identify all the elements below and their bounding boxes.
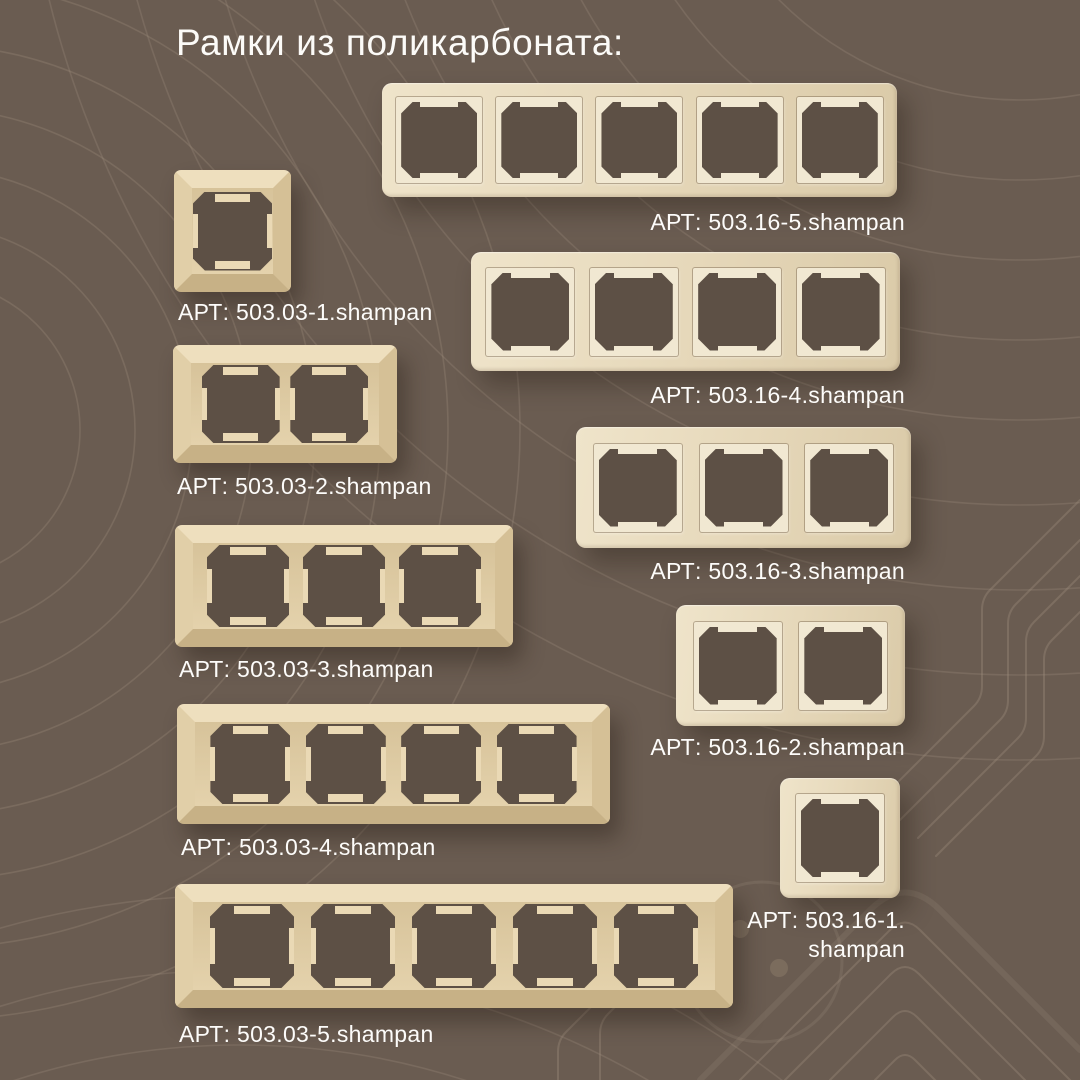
mounting-tab bbox=[821, 872, 860, 880]
mounting-tab bbox=[328, 726, 363, 734]
frame-window bbox=[497, 724, 577, 804]
window-opening bbox=[210, 904, 294, 988]
window-opening bbox=[801, 799, 879, 877]
caption-line: АРТ: 503.03-4.shampan bbox=[181, 834, 436, 860]
mounting-tab bbox=[436, 906, 473, 914]
frame-window bbox=[799, 622, 887, 710]
mounting-tab bbox=[285, 747, 290, 781]
mounting-tab bbox=[422, 617, 458, 625]
window-opening bbox=[702, 102, 778, 178]
frame-window bbox=[306, 724, 386, 804]
product-art-caption bbox=[181, 833, 436, 862]
mounting-tab bbox=[390, 928, 395, 963]
mounting-tab bbox=[821, 796, 860, 804]
frame-window bbox=[697, 97, 783, 183]
product-art-caption bbox=[177, 472, 432, 501]
mounting-tab bbox=[824, 700, 863, 708]
mounting-tab bbox=[424, 794, 459, 802]
frame-window bbox=[401, 724, 481, 804]
caption-line: shampan bbox=[808, 936, 905, 962]
mounting-tab bbox=[335, 978, 372, 986]
window-opening bbox=[699, 627, 777, 705]
product-frame-photo bbox=[676, 605, 905, 726]
mounting-tab bbox=[289, 928, 294, 963]
mounting-tab bbox=[210, 928, 215, 963]
product-art-caption bbox=[650, 381, 905, 410]
frame-window bbox=[210, 904, 294, 988]
mounting-tab bbox=[420, 173, 458, 181]
window-opening bbox=[599, 449, 677, 527]
window-opening bbox=[303, 545, 385, 627]
mounting-tab bbox=[233, 726, 268, 734]
window-opening bbox=[193, 192, 272, 271]
mounting-tab bbox=[718, 624, 757, 632]
mounting-tab bbox=[412, 928, 417, 963]
frame-window bbox=[290, 365, 368, 443]
caption-line: АРТ: 503.16-1. bbox=[747, 907, 905, 933]
mounting-tab bbox=[476, 747, 481, 781]
mounting-tab bbox=[363, 388, 368, 421]
mounting-tab bbox=[230, 547, 266, 555]
mounting-tab bbox=[618, 522, 657, 530]
product-art-caption bbox=[650, 208, 905, 237]
product-frame-photo bbox=[780, 778, 900, 898]
mounting-tab bbox=[290, 388, 295, 421]
mounting-tab bbox=[638, 978, 675, 986]
window-opening bbox=[399, 545, 481, 627]
mounting-tab bbox=[223, 433, 257, 441]
frame-window bbox=[700, 444, 788, 532]
frame-window bbox=[193, 192, 272, 271]
mounting-tab bbox=[215, 194, 250, 202]
frame-window bbox=[590, 268, 678, 356]
product-frame-photo bbox=[173, 345, 397, 463]
window-opening bbox=[513, 904, 597, 988]
window-opening bbox=[401, 724, 481, 804]
frame-window bbox=[202, 365, 280, 443]
product-art-caption bbox=[179, 655, 434, 684]
mounting-tab bbox=[422, 547, 458, 555]
mounting-tab bbox=[821, 270, 860, 278]
product-frame-photo bbox=[175, 525, 513, 647]
mounting-tab bbox=[614, 928, 619, 963]
window-opening bbox=[614, 904, 698, 988]
mounting-tab bbox=[621, 173, 659, 181]
product-frame-photo bbox=[175, 884, 733, 1008]
frame-window bbox=[486, 268, 574, 356]
product-art-caption bbox=[179, 1020, 434, 1049]
mounting-tab bbox=[724, 446, 763, 454]
mounting-tab bbox=[230, 617, 266, 625]
caption-line: АРТ: 503.03-2.shampan bbox=[177, 473, 432, 499]
window-opening bbox=[497, 724, 577, 804]
window-opening bbox=[491, 273, 569, 351]
mounting-tab bbox=[223, 367, 257, 375]
caption-line: АРТ: 503.03-3.shampan bbox=[179, 656, 434, 682]
caption-line: АРТ: 503.16-5.shampan bbox=[650, 209, 905, 235]
frame-window bbox=[513, 904, 597, 988]
product-art-caption bbox=[178, 298, 433, 327]
mounting-tab bbox=[721, 99, 759, 107]
mounting-tab bbox=[724, 522, 763, 530]
window-opening bbox=[804, 627, 882, 705]
mounting-tab bbox=[618, 446, 657, 454]
mounting-tab bbox=[284, 569, 289, 603]
mounting-tab bbox=[210, 747, 215, 781]
window-opening bbox=[810, 449, 888, 527]
caption-line: АРТ: 503.03-1.shampan bbox=[178, 299, 433, 325]
frame-window bbox=[594, 444, 682, 532]
frame-window bbox=[797, 97, 883, 183]
mounting-tab bbox=[267, 214, 272, 247]
window-opening bbox=[698, 273, 776, 351]
product-frame-photo bbox=[382, 83, 897, 197]
frame-window bbox=[797, 268, 885, 356]
mounting-tab bbox=[193, 214, 198, 247]
mounting-tab bbox=[207, 569, 212, 603]
mounting-tab bbox=[381, 747, 386, 781]
caption-line: АРТ: 503.16-2.shampan bbox=[650, 734, 905, 760]
frame-window bbox=[396, 97, 482, 183]
frame-window bbox=[210, 724, 290, 804]
mounting-tab bbox=[821, 173, 859, 181]
mounting-tab bbox=[821, 99, 859, 107]
mounting-tab bbox=[821, 346, 860, 354]
mounting-tab bbox=[491, 928, 496, 963]
mounting-tab bbox=[311, 928, 316, 963]
mounting-tab bbox=[401, 747, 406, 781]
mounting-tab bbox=[335, 906, 372, 914]
mounting-tab bbox=[202, 388, 207, 421]
mounting-tab bbox=[476, 569, 481, 603]
product-frame-photo bbox=[177, 704, 610, 824]
mounting-tab bbox=[520, 99, 558, 107]
frame-window bbox=[412, 904, 496, 988]
frame-window bbox=[496, 97, 582, 183]
product-art-caption bbox=[747, 906, 905, 964]
mounting-tab bbox=[380, 569, 385, 603]
window-opening bbox=[595, 273, 673, 351]
frame-window bbox=[614, 904, 698, 988]
mounting-tab bbox=[520, 173, 558, 181]
mounting-tab bbox=[511, 270, 550, 278]
mounting-tab bbox=[234, 906, 271, 914]
window-opening bbox=[401, 102, 477, 178]
mounting-tab bbox=[572, 747, 577, 781]
mounting-tab bbox=[614, 346, 653, 354]
mounting-tab bbox=[511, 346, 550, 354]
window-opening bbox=[207, 545, 289, 627]
product-art-caption bbox=[650, 733, 905, 762]
window-opening bbox=[412, 904, 496, 988]
mounting-tab bbox=[721, 173, 759, 181]
mounting-tab bbox=[275, 388, 280, 421]
window-opening bbox=[802, 102, 878, 178]
mounting-tab bbox=[830, 522, 869, 530]
caption-line: АРТ: 503.16-4.shampan bbox=[650, 382, 905, 408]
caption-line: АРТ: 503.03-5.shampan bbox=[179, 1021, 434, 1047]
window-opening bbox=[306, 724, 386, 804]
mounting-tab bbox=[519, 726, 554, 734]
frame-window bbox=[399, 545, 481, 627]
window-opening bbox=[501, 102, 577, 178]
window-opening bbox=[290, 365, 368, 443]
mounting-tab bbox=[592, 928, 597, 963]
frame-window bbox=[207, 545, 289, 627]
product-art-caption bbox=[650, 557, 905, 586]
mounting-tab bbox=[614, 270, 653, 278]
mounting-tab bbox=[638, 906, 675, 914]
window-opening bbox=[311, 904, 395, 988]
mounting-tab bbox=[424, 726, 459, 734]
mounting-tab bbox=[693, 928, 698, 963]
mounting-tab bbox=[621, 99, 659, 107]
mounting-tab bbox=[718, 270, 757, 278]
mounting-tab bbox=[519, 794, 554, 802]
window-opening bbox=[802, 273, 880, 351]
mounting-tab bbox=[830, 446, 869, 454]
mounting-tab bbox=[303, 569, 308, 603]
product-frame-photo bbox=[471, 252, 900, 371]
mounting-tab bbox=[306, 747, 311, 781]
mounting-tab bbox=[234, 978, 271, 986]
mounting-tab bbox=[718, 346, 757, 354]
mounting-tab bbox=[399, 569, 404, 603]
product-frame-photo bbox=[174, 170, 291, 292]
mounting-tab bbox=[497, 747, 502, 781]
window-opening bbox=[601, 102, 677, 178]
frame-window bbox=[311, 904, 395, 988]
mounting-tab bbox=[215, 261, 250, 269]
window-opening bbox=[210, 724, 290, 804]
page-title: Рамки из поликарбоната: bbox=[176, 22, 624, 63]
frame-window bbox=[796, 794, 884, 882]
mounting-tab bbox=[436, 978, 473, 986]
frame-window bbox=[596, 97, 682, 183]
window-opening bbox=[202, 365, 280, 443]
mounting-tab bbox=[824, 624, 863, 632]
mounting-tab bbox=[718, 700, 757, 708]
frame-window bbox=[303, 545, 385, 627]
mounting-tab bbox=[513, 928, 518, 963]
mounting-tab bbox=[326, 617, 362, 625]
mounting-tab bbox=[537, 906, 574, 914]
product-frame-photo bbox=[576, 427, 911, 548]
caption-line: АРТ: 503.16-3.shampan bbox=[650, 558, 905, 584]
mounting-tab bbox=[312, 367, 346, 375]
mounting-tab bbox=[233, 794, 268, 802]
frame-window bbox=[805, 444, 893, 532]
mounting-tab bbox=[326, 547, 362, 555]
frame-window bbox=[694, 622, 782, 710]
window-opening bbox=[705, 449, 783, 527]
mounting-tab bbox=[328, 794, 363, 802]
frame-window bbox=[693, 268, 781, 356]
mounting-tab bbox=[312, 433, 346, 441]
mounting-tab bbox=[537, 978, 574, 986]
mounting-tab bbox=[420, 99, 458, 107]
